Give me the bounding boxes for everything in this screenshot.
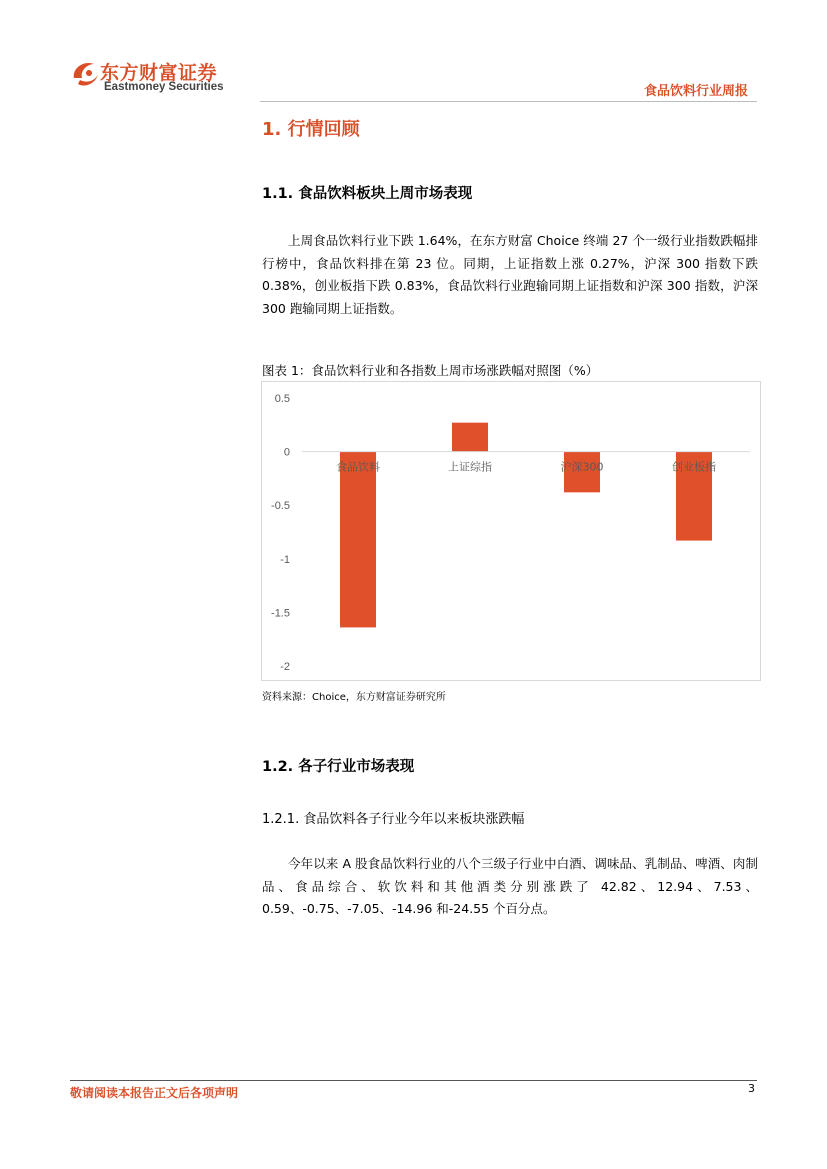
category-label: 上证综指 [448,460,492,474]
brand-name-cn: 东方财富证券 [100,62,218,84]
figure-title: 图表 1：食品饮料行业和各指数上周市场涨跌幅对照图（%） [262,363,599,378]
paragraph-1-1: 上周食品饮料行业下跌 1.64%，在东方财富 Choice 终端 27 个一级行业指数跌幅排行榜中，食品饮料排在第 23 位。同期，上证指数上涨 0.27%，沪深 300 指数下跌 0.38%，创业板指下跌 0.83%，食品饮料行业跑输同期上证指数和沪深 300 指数，沪深 300 跑输同期上证指数。 [262,233,758,316]
brand-logo [70,56,250,96]
section-title-1-1: 1.1. 食品饮料板块上周市场表现 [262,186,473,202]
section-title-1-2-1: 1.2.1. 食品饮料各子行业今年以来板块涨跌幅 [262,812,525,827]
y-tick-label: -0.5 [271,500,290,513]
category-label: 沪深300 [560,460,604,474]
category-label: 创业板指 [672,460,716,474]
header-divider [260,101,757,102]
brand-logo-icon [70,58,104,90]
paragraph-1-2-1: 今年以来 A 股食品饮料行业的八个三级子行业中白酒、调味品、乳制品、啤酒、肉制品、食品综合、软饮料和其他酒类分别涨跌了 42.82、12.94、7.53、0.59、-0.75、-7.05、-14.96 和-24.55 个百分点。 [262,856,758,916]
brand-name-en: Eastmoney Securities [104,81,224,93]
y-tick-label: -1.5 [271,607,290,620]
y-tick-label: 0.5 [274,393,290,405]
bar-chart-svg [262,382,762,682]
bar [452,423,488,452]
bar-chart [261,381,761,681]
footer-divider [70,1080,757,1081]
category-label: 食品饮料 [336,460,380,474]
bar [340,452,376,628]
y-tick-label: 0 [283,446,290,459]
y-tick-label: -1 [280,553,290,566]
footer-disclaimer: 敬请阅读本报告正文后各项声明 [70,1086,239,1100]
section-title-1-2: 1.2. 各子行业市场表现 [262,759,415,775]
y-tick-label: -2 [280,661,290,673]
section-title-1: 1. 行情回顾 [262,119,360,140]
page-number: 3 [748,1082,755,1095]
figure-source: 资料来源：Choice，东方财富证券研究所 [262,692,446,703]
report-type-label: 食品饮料行业周报 [643,84,748,99]
